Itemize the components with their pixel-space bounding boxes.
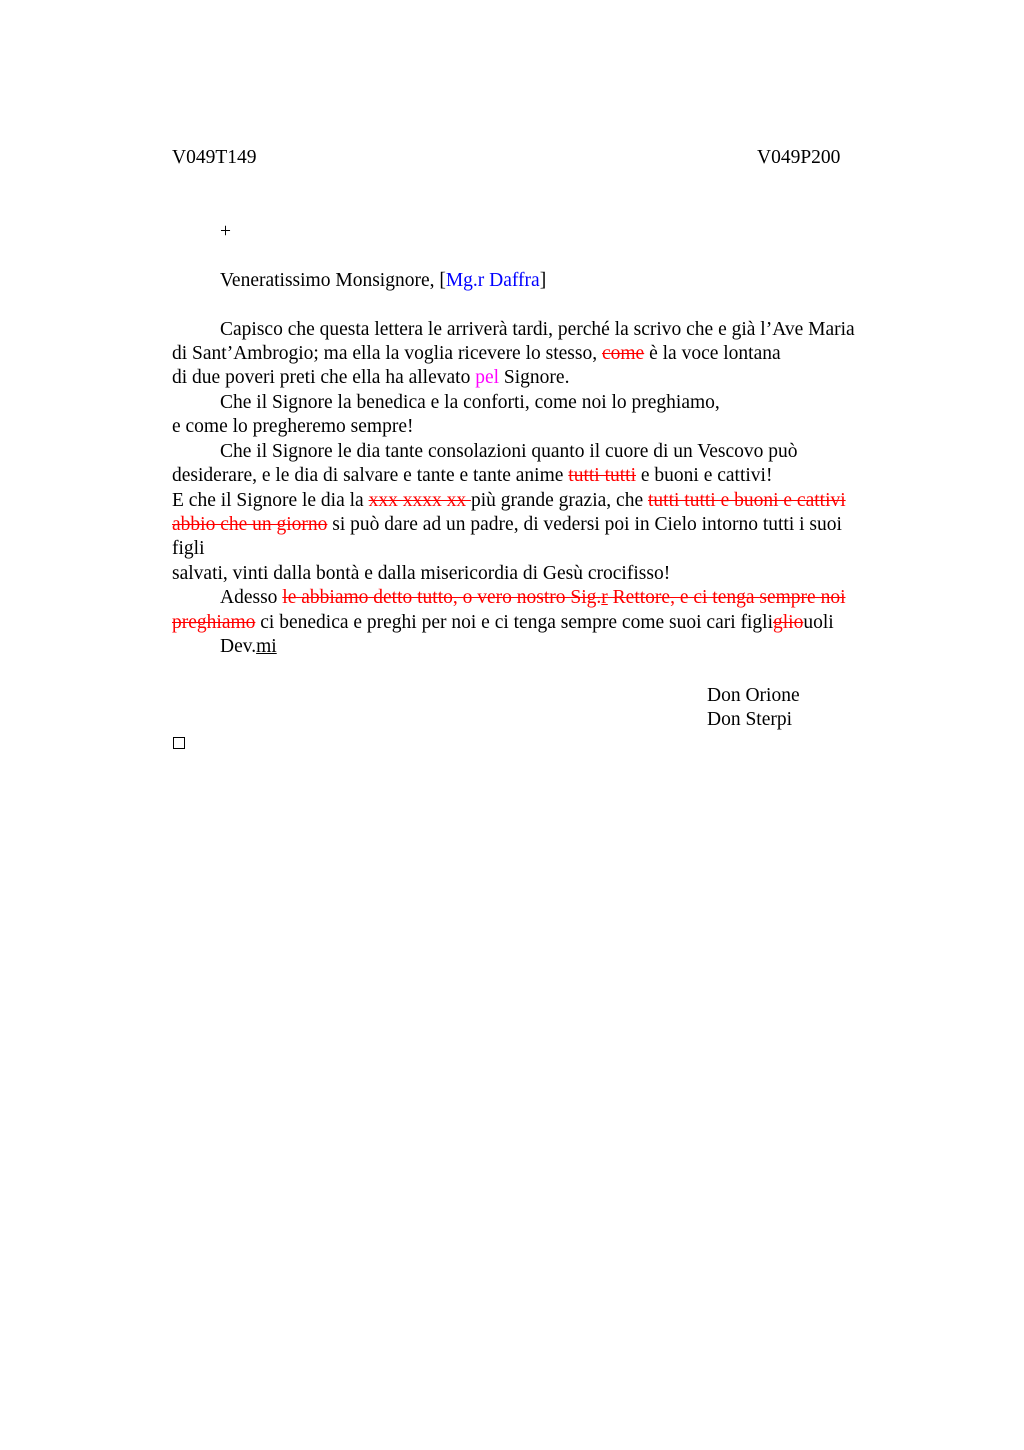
paragraph-3-line-2 xyxy=(172,464,772,488)
text-run: desiderare, e le dia di salvare e tante e tante anime xyxy=(172,465,569,486)
text-run: E che il Signore le dia la xyxy=(172,490,369,511)
text-run: uoli xyxy=(803,612,834,633)
text-run: di Sant’Ambrogio; ma ella la voglia ricevere lo stesso, xyxy=(172,343,602,364)
paragraph-4-line-2 xyxy=(172,611,834,635)
text-run: è la voce lontana xyxy=(644,343,781,364)
text-run: si può dare ad un padre, di vedersi poi in Cielo intorno tutti i suoi xyxy=(327,514,842,535)
deleted-text: xxx xxxx xx xyxy=(368,490,471,511)
deleted-text: tutti tutti e buoni e cattivi xyxy=(647,490,846,511)
closing-devoted xyxy=(220,635,277,659)
header-left-code: V049T149 xyxy=(172,147,257,168)
paragraph-2-line-2: e come lo pregheremo sempre! xyxy=(172,416,414,437)
deleted-text: tutti tutti xyxy=(568,465,637,486)
paragraph-3-line-1: Che il Signore le dia tante consolazioni quanto il cuore di un Vescovo può xyxy=(220,441,798,462)
text-run: più grande grazia, che xyxy=(470,490,648,511)
deleted-underlined-text: r xyxy=(601,587,608,608)
salutation-close: ] xyxy=(539,270,547,291)
paragraph-4-line-1 xyxy=(220,586,846,610)
salutation xyxy=(220,269,546,293)
paragraph-3-line-6: salvati, vinti dalla bontà e dalla misericordia di Gesù crocifisso! xyxy=(172,563,671,584)
deleted-text: Rettore, e ci tenga sempre noi xyxy=(607,587,846,608)
square-mark-icon xyxy=(173,737,185,749)
text-run: e buoni e cattivi! xyxy=(636,465,773,486)
paragraph-3-line-3 xyxy=(172,489,846,513)
deleted-text: le abbiamo detto tutto, o vero nostro Sig. xyxy=(282,587,602,608)
deleted-text: come xyxy=(601,343,645,364)
paragraph-2-line-1: Che il Signore la benedica e la conforti, come noi lo preghiamo, xyxy=(220,392,720,413)
paragraph-3-line-5: figli xyxy=(172,538,205,559)
text-run: di due poveri preti che ella ha allevato xyxy=(172,367,476,388)
text-run: Signore. xyxy=(499,367,570,388)
deleted-text: preghiamo xyxy=(172,612,256,633)
paragraph-3-line-4 xyxy=(172,513,842,537)
deleted-text: abbio che un giorno xyxy=(172,514,328,535)
header-right-code: V049P200 xyxy=(757,147,841,168)
paragraph-1-line-2 xyxy=(172,342,781,366)
paragraph-1-line-1: Capisco che questa lettera le arriverà tardi, perché la scrivo che e già l’Ave Maria xyxy=(220,319,855,340)
paragraph-1-line-3 xyxy=(172,366,569,390)
signature-2: Don Sterpi xyxy=(707,709,793,730)
deleted-text: glio xyxy=(773,612,804,633)
addressee-name: Mg.r Daffra xyxy=(445,270,540,291)
underlined-text: mi xyxy=(256,636,277,657)
text-run: Adesso xyxy=(220,587,283,608)
cross-mark: + xyxy=(220,221,231,242)
highlighted-text: pel xyxy=(475,367,500,388)
text-run: ci benedica e preghi per noi e ci tenga sempre come suoi cari figli xyxy=(255,612,774,633)
signature-1: Don Orione xyxy=(707,685,800,706)
salutation-text: Veneratissimo Monsignore, [ xyxy=(220,270,446,291)
text-run: Dev. xyxy=(220,636,257,657)
